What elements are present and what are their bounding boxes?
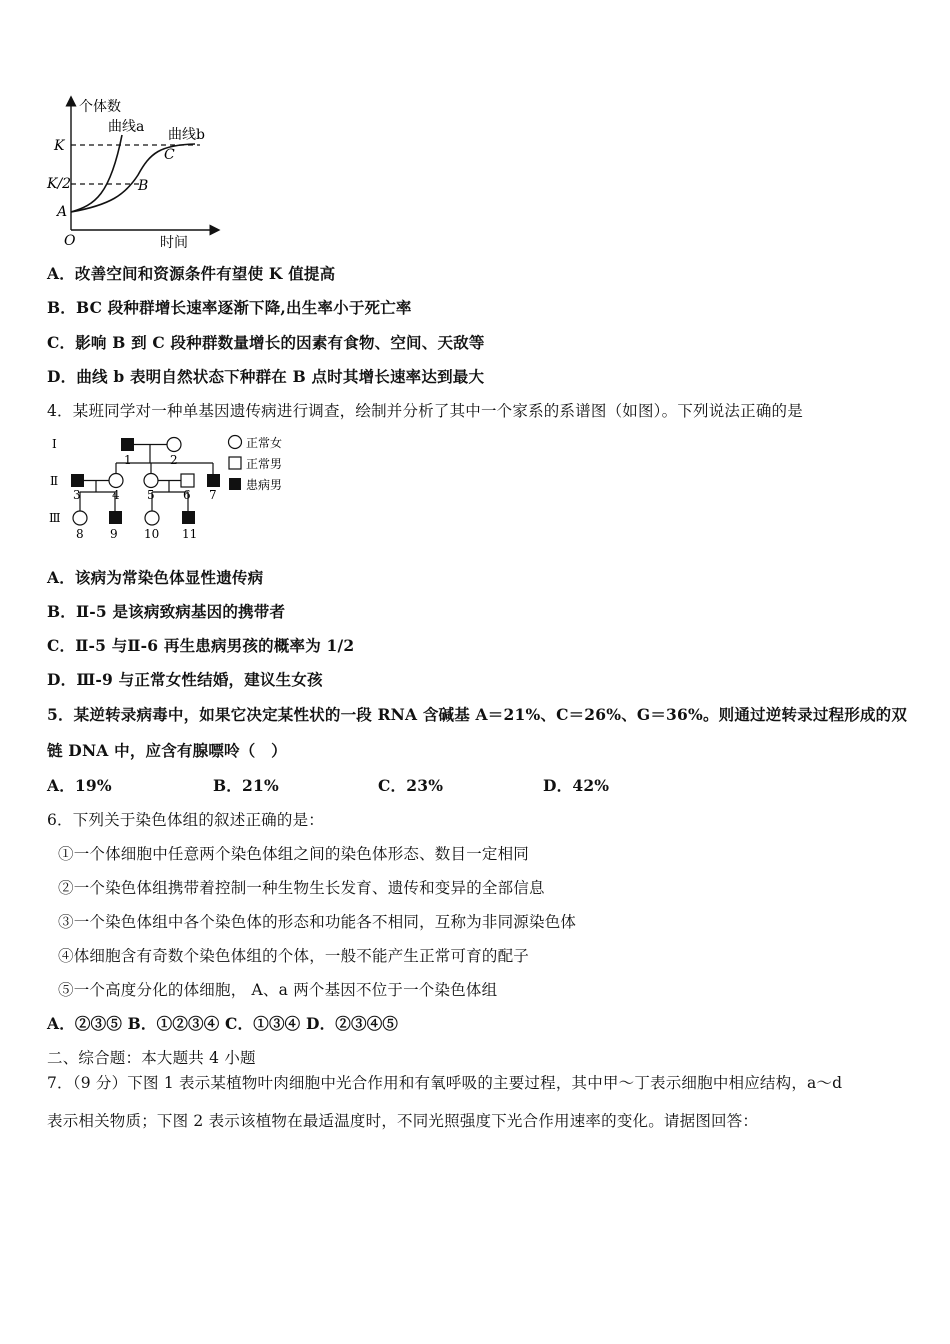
y-axis-label: 个体数 [79,99,121,115]
generation-label-2: Ⅱ [50,474,59,488]
individual-3-affected-male [71,474,84,487]
individual-9-affected-male [109,511,122,524]
q3-option-b: B．BC 段种群增长速率逐渐下降,出生率小于死亡率 [47,298,412,317]
individual-8-normal-female [73,511,87,525]
legend-normal-male-symbol [229,457,241,469]
label-4: 4 [112,488,120,502]
q4-option-a: A．该病为常染色体显性遗传病 [47,568,264,587]
individual-4-normal-female [109,474,123,488]
point-a-label: A [57,204,68,220]
individual-11-affected-male [182,511,195,524]
q5-stem-line2: 链 DNA 中，应含有腺嘌呤（ ） [47,741,287,760]
q6-stem: 6．下列关于染色体组的叙述正确的是： [47,811,324,829]
q6-options: A．②③⑤ B．①②③④ C．①③④ D．②③④⑤ [47,1014,399,1033]
q4-option-c: C．Ⅱ-5 与Ⅱ-6 再生患病男孩的概率为 1/2 [47,636,355,655]
label-8: 8 [76,527,84,541]
generation-label-3: Ⅲ [49,511,61,525]
q7-stem-line2: 表示相关物质；下图 2 表示该植物在最适温度时，不同光照强度下光合作用速率的变化。请据图回答： [47,1112,759,1130]
q6-statement-1: ①一个体细胞中任意两个染色体组之间的染色体形态、数目一定相同 [58,845,530,863]
pedigree-figure [48,428,308,544]
q3-option-d: D．曲线 b 表明自然状态下种群在 B 点时其增长速率达到最大 [47,367,485,386]
origin-label: O [64,233,76,249]
individual-6-normal-male [181,474,194,487]
legend-normal-female: 正常女 [246,436,283,450]
x-axis-label: 时间 [160,235,188,251]
point-c-label: C [164,147,175,163]
label-3: 3 [73,488,81,502]
label-10: 10 [144,527,160,541]
curve-b [71,144,195,212]
label-1: 1 [124,453,132,467]
q3-option-c: C．影响 B 到 C 段种群数量增长的因素有食物、空间、天敌等 [47,333,485,352]
individual-5-normal-female [144,474,158,488]
label-2: 2 [170,453,178,467]
q5-option-c: C．23% [378,776,444,795]
q6-statement-4: ④体细胞含有奇数个染色体组的个体，一般不能产生正常可育的配子 [58,947,530,965]
label-5: 5 [147,488,155,502]
legend-normal-male: 正常男 [246,457,283,471]
q6-statement-3: ③一个染色体组中各个染色体的形态和功能各不相同，互称为非同源染色体 [58,913,577,931]
q4-option-b: B．Ⅱ-5 是该病致病基因的携带者 [47,602,286,621]
k-half-label: K/2 [47,176,72,192]
q5-option-d: D．42% [543,776,610,795]
label-6: 6 [183,488,191,502]
q5-options [47,774,609,796]
q5-option-a: A．19% [47,776,112,795]
generation-label-1: Ⅰ [52,437,57,451]
individual-1-affected-male [121,438,134,451]
legend-female-symbol [229,436,242,449]
individual-2-normal-female [167,438,181,452]
q4-stem: 4．某班同学对一种单基因遗传病进行调查，绘制并分析了其中一个家系的系谱图（如图）。下列说法正确的是 [47,402,803,420]
point-b-label: B [138,178,149,194]
q7-stem-line1: 7．（9 分）下图 1 表示某植物叶肉细胞中光合作用和有氧呼吸的主要过程，其中甲～丁表示细胞中相应结构，a～d [47,1074,843,1092]
curve-a [71,135,122,212]
q4-option-d: D．Ⅲ-9 与正常女性结婚，建议生女孩 [47,670,323,689]
label-11: 11 [182,527,198,541]
k-label: K [54,138,65,154]
curve-b-label: 曲线b [168,127,205,143]
legend-affected-male-symbol [229,478,241,490]
individual-10-normal-female [145,511,159,525]
population-growth-figure [47,95,230,255]
label-9: 9 [110,527,118,541]
individual-7-affected-male [207,474,220,487]
q6-statement-2: ②一个染色体组携带着控制一种生物生长发育、遗传和变异的全部信息 [58,879,545,897]
q3-option-a: A．改善空间和资源条件有望使 K 值提高 [47,264,336,283]
q6-statement-5: ⑤一个高度分化的体细胞， A、a 两个基因不位于一个染色体组 [58,981,498,999]
section-2-heading: 二、综合题：本大题共 4 小题 [47,1049,256,1067]
q5-option-b: B．21% [213,776,279,795]
curve-a-label: 曲线a [108,119,145,135]
label-7: 7 [209,488,217,502]
legend-affected-male: 患病男 [246,478,283,492]
q5-stem-line1: 5．某逆转录病毒中，如果它决定某性状的一段 RNA 含碱基 A＝21%、C＝26%、G＝36%。则通过逆转录过程形成的双 [47,705,908,724]
